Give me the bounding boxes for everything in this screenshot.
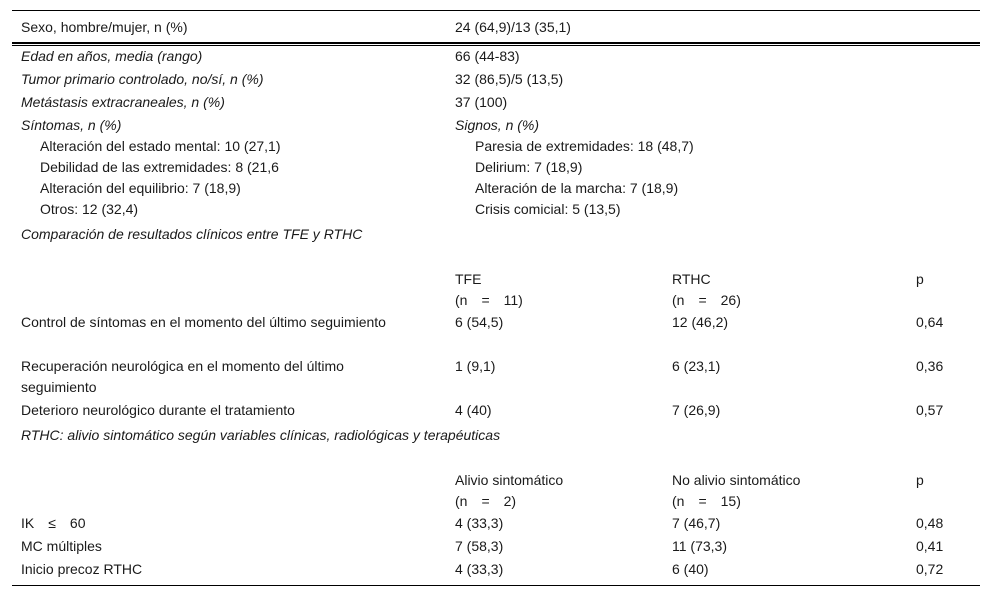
top-rule xyxy=(12,10,980,11)
rthc-row-v2: 11 (73,3) xyxy=(672,538,727,554)
comparacion-row-v2: 7 (26,9) xyxy=(672,402,721,418)
comparacion-row-p: 0,36 xyxy=(916,358,944,374)
signo-item: Paresia de extremidades: 18 (48,7) xyxy=(475,138,694,154)
comparacion-row-p: 0,64 xyxy=(916,314,944,330)
rthc-row-v1: 4 (33,3) xyxy=(455,515,504,531)
rthc-col1-header: Alivio sintomático xyxy=(455,472,564,488)
rthc-row-v2: 6 (40) xyxy=(672,561,709,577)
comparacion-col2-header: RTHC xyxy=(672,271,711,287)
sintomas-title: Síntomas, n (%) xyxy=(21,117,122,133)
sintoma-item: Alteración del estado mental: 10 (27,1) xyxy=(40,138,281,154)
comparacion-row-v1: 1 (9,1) xyxy=(455,358,496,374)
sintoma-item: Alteración del equilibrio: 7 (18,9) xyxy=(40,180,241,196)
metastasis-label: Metástasis extracraneales, n (%) xyxy=(21,94,225,110)
comparacion-row-v2: 12 (46,2) xyxy=(672,314,729,330)
sintoma-item: Debilidad de las extremidades: 8 (21,6 xyxy=(40,159,279,175)
header-value: 24 (64,9)/13 (35,1) xyxy=(455,19,571,35)
signos-title: Signos, n (%) xyxy=(455,117,540,133)
comparacion-col2-n: (n = 26) xyxy=(672,292,741,308)
rthc-row-label: Inicio precoz RTHC xyxy=(21,561,143,577)
rthc-col2-header: No alivio sintomático xyxy=(672,472,801,488)
comparacion-row-label: Recuperación neurológica en el momento del último seguimiento xyxy=(21,358,344,395)
rthc-row-v2: 7 (46,7) xyxy=(672,515,721,531)
rthc-row-label: IK ≤ 60 xyxy=(21,515,86,531)
rthc-row-p: 0,72 xyxy=(916,561,944,577)
sintoma-item: Otros: 12 (32,4) xyxy=(40,201,139,217)
edad-value: 66 (44-83) xyxy=(455,48,520,64)
header-rule xyxy=(12,42,980,44)
comparacion-col1-header: TFE xyxy=(455,271,482,287)
header-label: Sexo, hombre/mujer, n (%) xyxy=(21,19,188,35)
signo-item: Alteración de la marcha: 7 (18,9) xyxy=(475,180,679,196)
rthc-row-label: MC múltiples xyxy=(21,538,102,554)
edad-label: Edad en años, media (rango) xyxy=(21,48,203,64)
comparacion-row-p: 0,57 xyxy=(916,402,944,418)
comparacion-row-v1: 6 (54,5) xyxy=(455,314,504,330)
tumor-value: 32 (86,5)/5 (13,5) xyxy=(455,71,564,87)
rthc-row-v1: 7 (58,3) xyxy=(455,538,504,554)
comparacion-row-v1: 4 (40) xyxy=(455,402,492,418)
bottom-rule xyxy=(12,585,980,586)
comparacion-row-v2: 6 (23,1) xyxy=(672,358,721,374)
tumor-label: Tumor primario controlado, no/sí, n (%) xyxy=(21,71,264,87)
comparacion-row-label: Deterioro neurológico durante el tratamiento xyxy=(21,402,295,418)
signo-item: Crisis comicial: 5 (13,5) xyxy=(475,201,621,217)
rthc-row-p: 0,41 xyxy=(916,538,944,554)
comparacion-title: Comparación de resultados clínicos entre TFE y RTHC xyxy=(21,226,363,242)
rthc-col1-n: (n = 2) xyxy=(455,493,517,509)
header-rule-thin xyxy=(12,45,980,46)
comparacion-col1-n: (n = 11) xyxy=(455,292,523,308)
rthc-title: RTHC: alivio sintomático según variables clínicas, radiológicas y terapéuticas xyxy=(21,427,501,443)
rthc-row-p: 0,48 xyxy=(916,515,944,531)
signo-item: Delirium: 7 (18,9) xyxy=(475,159,583,175)
comparacion-row-label: Control de síntomas en el momento del último seguimiento xyxy=(21,314,386,330)
rthc-p-header: p xyxy=(916,472,924,488)
metastasis-value: 37 (100) xyxy=(455,94,508,110)
rthc-col2-n: (n = 15) xyxy=(672,493,741,509)
comparacion-p-header: p xyxy=(916,271,924,287)
rthc-row-v1: 4 (33,3) xyxy=(455,561,504,577)
